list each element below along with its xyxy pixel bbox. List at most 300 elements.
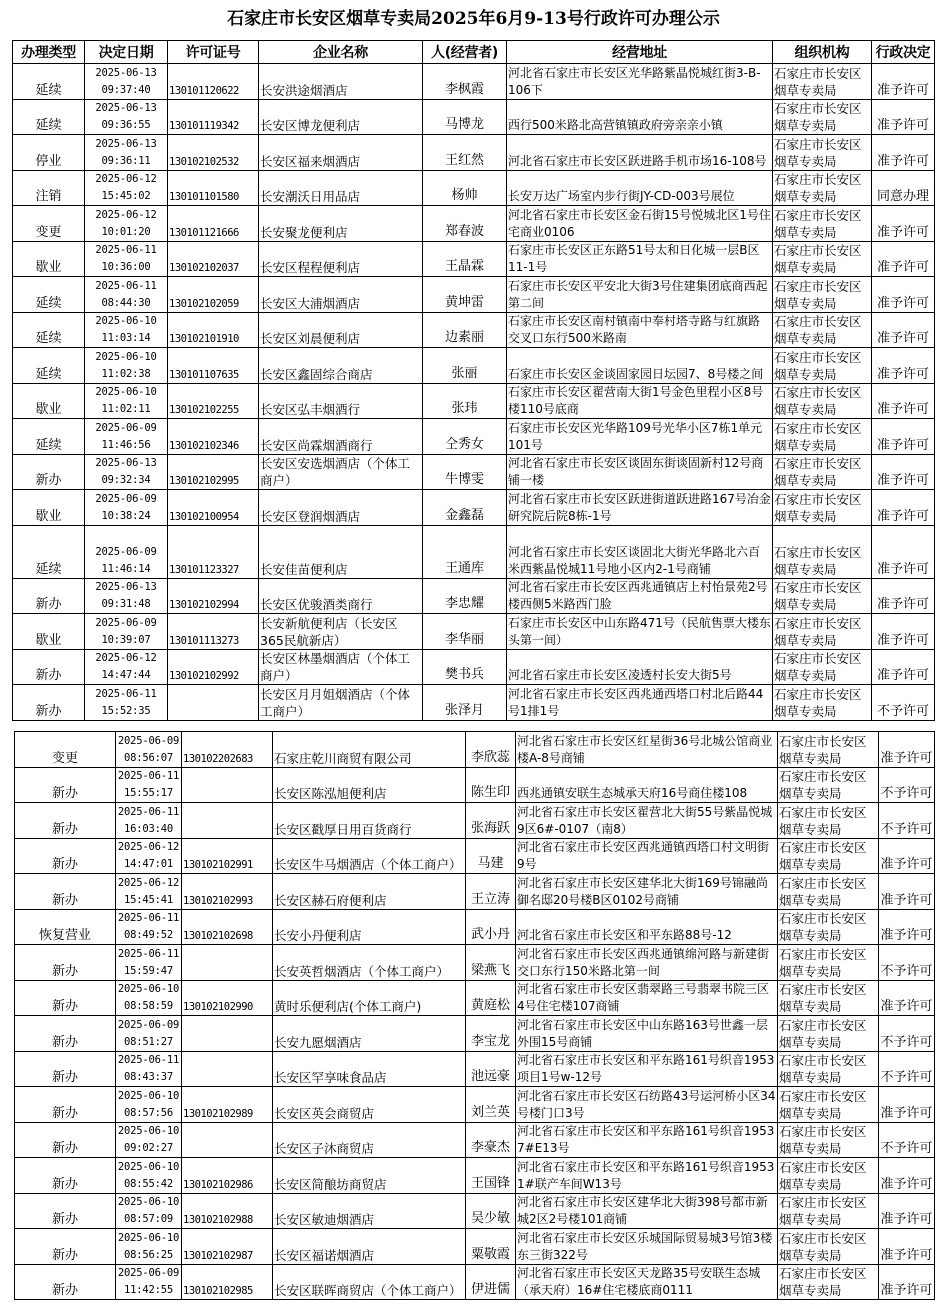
decision-datetime xyxy=(85,685,168,721)
license-number: 130102102990 xyxy=(182,980,273,1016)
enterprise-name: 长安聚龙便利店 xyxy=(259,206,423,242)
decision-date: 2025-06-11 xyxy=(117,1054,180,1066)
business-address: 石家庄市长安区正东路51号太和日化城一层B区11-1号 xyxy=(507,241,773,277)
business-address: 河北省石家庄市长安区谈固北大街光华路北六百米西紫晶悦城11号地小区内2-1号商铺 xyxy=(507,525,773,578)
decision-date: 2025-06-10 xyxy=(117,1196,180,1208)
license-number: 130102100954 xyxy=(168,490,259,526)
permit-type: 新办 xyxy=(15,1016,116,1052)
table-row xyxy=(13,170,935,206)
permit-type: 新办 xyxy=(15,767,116,803)
table-row xyxy=(15,1158,935,1194)
operator-name: 张丽 xyxy=(423,348,507,384)
decision-time: 11:46:56 xyxy=(101,438,151,451)
enterprise-name: 长安区福来烟酒店 xyxy=(259,135,423,171)
permit-type: 恢复营业 xyxy=(15,909,116,945)
administrative-decision: 不予许可 xyxy=(879,1122,935,1158)
business-address: 河北省石家庄市长安区凌透村长安大街5号 xyxy=(507,649,773,685)
decision-datetime xyxy=(85,170,168,206)
header-cell: 企业名称 xyxy=(259,41,423,64)
table-row xyxy=(15,945,935,981)
decision-time: 10:39:07 xyxy=(101,633,151,646)
license-number: 130101121666 xyxy=(168,206,259,242)
operator-name: 樊书兵 xyxy=(423,649,507,685)
decision-datetime xyxy=(85,578,168,614)
operator-name: 李欣蕊 xyxy=(466,732,516,768)
administrative-decision: 准予许可 xyxy=(879,1193,935,1229)
decision-date: 2025-06-12 xyxy=(117,841,180,853)
decision-datetime xyxy=(85,614,168,650)
decision-time: 11:46:14 xyxy=(101,562,151,575)
enterprise-name: 长安区简酿坊商贸店 xyxy=(273,1158,466,1194)
operator-name: 王晶霖 xyxy=(423,241,507,277)
enterprise-name: 长安佳苗便利店 xyxy=(259,525,423,578)
permit-type: 新办 xyxy=(15,1229,116,1265)
decision-time: 10:36:00 xyxy=(101,261,151,273)
table-row xyxy=(15,838,935,874)
table-row xyxy=(13,525,935,578)
decision-datetime xyxy=(85,348,168,384)
organization: 石家庄市长安区烟草专卖局 xyxy=(773,312,872,348)
table-row xyxy=(15,874,935,910)
decision-date: 2025-06-12 xyxy=(95,173,157,185)
decision-date: 2025-06-09 xyxy=(117,1018,180,1031)
organization: 石家庄市长安区烟草专卖局 xyxy=(773,348,872,384)
permit-type: 新办 xyxy=(13,685,85,721)
decision-time: 09:31:48 xyxy=(101,598,151,610)
decision-time: 08:56:25 xyxy=(124,1248,173,1261)
page-title: 石家庄市长安区烟草专卖局2025年6月9-13号行政许可办理公示 xyxy=(227,9,720,29)
organization: 石家庄市长安区烟草专卖局 xyxy=(773,578,872,614)
business-address: 河北省石家庄市长安区西兆通镇店上村怡景苑2号楼西侧5米路西门脸 xyxy=(507,578,773,614)
operator-name: 李华丽 xyxy=(423,614,507,650)
decision-datetime xyxy=(116,1051,182,1087)
organization: 石家庄市长安区烟草专卖局 xyxy=(773,649,872,685)
decision-datetime xyxy=(116,1229,182,1265)
decision-time: 08:51:27 xyxy=(124,1035,173,1048)
operator-name: 李宝龙 xyxy=(466,1016,516,1052)
license-number: 130101113273 xyxy=(168,614,259,650)
table-row xyxy=(13,312,935,348)
enterprise-name: 长安洪途烟酒店 xyxy=(259,64,423,100)
decision-datetime xyxy=(116,909,182,945)
decision-date: 2025-06-10 xyxy=(95,315,157,327)
enterprise-name: 长安新航便利店（长安区365民航新店） xyxy=(259,614,423,650)
table-row xyxy=(13,64,935,100)
operator-name: 吴少敏 xyxy=(466,1193,516,1229)
business-address: 河北省石家庄市长安区翟营北大街55号紫晶悦城9区6#-0107（南8） xyxy=(516,803,778,839)
decision-datetime xyxy=(85,312,168,348)
table-row xyxy=(15,1229,935,1265)
administrative-decision: 同意办理 xyxy=(872,170,935,206)
enterprise-name: 石家庄乾川商贸有限公司 xyxy=(273,732,466,768)
decision-datetime xyxy=(116,1158,182,1194)
decision-date: 2025-06-09 xyxy=(117,1267,180,1279)
administrative-decision: 准予许可 xyxy=(872,99,935,135)
decision-date: 2025-06-10 xyxy=(95,350,157,363)
decision-date: 2025-06-13 xyxy=(95,66,157,79)
business-address: 河北省石家庄市长安区翡翠路三号翡翠书院三区4号住宅楼107商铺 xyxy=(516,980,778,1016)
header-cell: 行政决定 xyxy=(872,41,935,64)
license-number: 130102202683 xyxy=(182,732,273,768)
decision-datetime xyxy=(85,490,168,526)
permit-type: 延续 xyxy=(13,99,85,135)
enterprise-name: 长安区林墨烟酒店（个体工商户） xyxy=(259,649,423,685)
organization: 石家庄市长安区烟草专卖局 xyxy=(773,525,872,578)
decision-time: 11:02:38 xyxy=(101,367,151,380)
permit-type: 新办 xyxy=(15,838,116,874)
administrative-decision: 准予许可 xyxy=(879,838,935,874)
business-address: 河北省石家庄市长安区西兆通镇西塔口村文明街9号 xyxy=(516,838,778,874)
table-row xyxy=(13,419,935,455)
administrative-decision: 不予许可 xyxy=(879,945,935,981)
administrative-decision: 不予许可 xyxy=(872,685,935,721)
operator-name: 张玮 xyxy=(423,383,507,419)
decision-time: 14:47:44 xyxy=(101,669,151,681)
operator-name: 杨帅 xyxy=(423,170,507,206)
header-cell: 决定日期 xyxy=(85,41,168,64)
permit-type: 延续 xyxy=(13,348,85,384)
decision-date: 2025-06-10 xyxy=(117,1160,180,1173)
operator-name: 牛博雯 xyxy=(423,454,507,490)
administrative-decision: 不予许可 xyxy=(879,1051,935,1087)
decision-date: 2025-06-10 xyxy=(117,1231,180,1244)
license-number: 130102102988 xyxy=(182,1193,273,1229)
decision-date: 2025-06-10 xyxy=(117,983,180,995)
decision-time: 09:36:11 xyxy=(101,154,151,167)
license-number: 130102102037 xyxy=(168,241,259,277)
operator-name: 马博龙 xyxy=(423,99,507,135)
operator-name: 武小丹 xyxy=(466,909,516,945)
decision-datetime xyxy=(85,419,168,455)
organization: 石家庄市长安区烟草专卖局 xyxy=(773,135,872,171)
license-number xyxy=(182,1016,273,1052)
organization: 石家庄市长安区烟草专卖局 xyxy=(778,1229,879,1265)
enterprise-name: 长安潮沃日用品店 xyxy=(259,170,423,206)
operator-name: 黄坤雷 xyxy=(423,277,507,313)
organization: 石家庄市长安区烟草专卖局 xyxy=(778,1087,879,1123)
business-address: 河北省石家庄市长安区西兆通镇绵河路与新建街交口东行150米路北第一间 xyxy=(516,945,778,981)
business-address: 长安万达广场室内步行街JY-CD-003号展位 xyxy=(507,170,773,206)
administrative-decision: 准予许可 xyxy=(872,64,935,100)
decision-datetime xyxy=(116,1264,182,1300)
administrative-decision: 准予许可 xyxy=(872,348,935,384)
administrative-decision: 不予许可 xyxy=(879,1016,935,1052)
enterprise-name: 长安区刘晨便利店 xyxy=(259,312,423,348)
business-address: 河北省石家庄市长安区谈固东街谈固新村12号商铺一楼 xyxy=(507,454,773,490)
table-row xyxy=(15,1016,935,1052)
permit-type: 变更 xyxy=(13,206,85,242)
license-number: 130101120622 xyxy=(168,64,259,100)
operator-name: 金鑫磊 xyxy=(423,490,507,526)
decision-time: 15:45:41 xyxy=(124,893,173,906)
decision-date: 2025-06-11 xyxy=(117,912,180,924)
enterprise-name: 长安区子沐商贸店 xyxy=(273,1122,466,1158)
enterprise-name: 黄时乐便利店(个体工商户) xyxy=(273,980,466,1016)
organization: 石家庄市长安区烟草专卖局 xyxy=(773,383,872,419)
administrative-decision: 准予许可 xyxy=(872,135,935,171)
operator-name: 粟敬霞 xyxy=(466,1229,516,1265)
business-address: 河北省石家庄市长安区金石街15号悦城北区1号住宅商业0106 xyxy=(507,206,773,242)
license-number: 130102102346 xyxy=(168,419,259,455)
organization: 石家庄市长安区烟草专卖局 xyxy=(773,685,872,721)
permit-type: 新办 xyxy=(15,1051,116,1087)
administrative-decision: 准予许可 xyxy=(879,1087,935,1123)
organization: 石家庄市长安区烟草专卖局 xyxy=(773,241,872,277)
enterprise-name: 长安区博龙便利店 xyxy=(259,99,423,135)
organization: 石家庄市长安区烟草专卖局 xyxy=(778,1016,879,1052)
table-header-row xyxy=(13,41,935,64)
business-address: 石家庄市长安区金谈固家园日坛园7、8号楼之间 xyxy=(507,348,773,384)
decision-time: 16:03:40 xyxy=(124,822,173,835)
administrative-decision: 准予许可 xyxy=(872,241,935,277)
decision-datetime xyxy=(85,649,168,685)
operator-name: 李忠耀 xyxy=(423,578,507,614)
decision-time: 08:43:37 xyxy=(124,1071,173,1083)
decision-datetime xyxy=(85,525,168,578)
enterprise-name: 长安区弘丰烟酒行 xyxy=(259,383,423,419)
license-number: 130102102986 xyxy=(182,1158,273,1194)
decision-datetime xyxy=(116,767,182,803)
business-address: 河北省石家庄市长安区红星街36号北城公馆商业楼A-8号商铺 xyxy=(516,732,778,768)
business-address: 西兆通镇安联生态城承天府16号商住楼108 xyxy=(516,767,778,803)
table-row xyxy=(13,685,935,721)
administrative-decision: 准予许可 xyxy=(872,312,935,348)
operator-name: 李豪杰 xyxy=(466,1122,516,1158)
enterprise-name: 长安区尚霖烟酒商行 xyxy=(259,419,423,455)
decision-date: 2025-06-10 xyxy=(95,386,157,398)
permit-type: 新办 xyxy=(15,945,116,981)
decision-datetime xyxy=(85,277,168,313)
table-row xyxy=(15,732,935,768)
administrative-decision: 准予许可 xyxy=(872,614,935,650)
organization: 石家庄市长安区烟草专卖局 xyxy=(778,1193,879,1229)
operator-name: 王国锋 xyxy=(466,1158,516,1194)
permit-type: 新办 xyxy=(13,454,85,490)
organization: 石家庄市长安区烟草专卖局 xyxy=(778,767,879,803)
permit-type: 新办 xyxy=(15,1193,116,1229)
decision-datetime xyxy=(85,454,168,490)
decision-datetime xyxy=(116,980,182,1016)
administrative-decision: 准予许可 xyxy=(879,909,935,945)
decision-date: 2025-06-11 xyxy=(95,687,157,700)
administrative-decision: 准予许可 xyxy=(872,525,935,578)
decision-time: 09:32:34 xyxy=(101,474,151,486)
organization: 石家庄市长安区烟草专卖局 xyxy=(778,1051,879,1087)
table-row xyxy=(13,99,935,135)
decision-date: 2025-06-11 xyxy=(117,770,180,782)
organization: 石家庄市长安区烟草专卖局 xyxy=(773,64,872,100)
license-number: 130101119342 xyxy=(168,99,259,135)
license-number: 130102102995 xyxy=(168,454,259,490)
permit-table-2 xyxy=(14,731,935,1300)
enterprise-name: 长安区敏迪烟酒店 xyxy=(273,1193,466,1229)
business-address: 石家庄市长安区光华路109号光华小区7栋1单元101号 xyxy=(507,419,773,455)
decision-date: 2025-06-12 xyxy=(117,876,180,889)
table-row xyxy=(13,649,935,685)
decision-time: 08:58:59 xyxy=(124,1000,173,1012)
header-cell: 办理类型 xyxy=(13,41,85,64)
license-number: 130102102059 xyxy=(168,277,259,313)
decision-date: 2025-06-10 xyxy=(117,1089,180,1102)
decision-time: 09:36:55 xyxy=(101,119,151,131)
operator-name: 梁燕飞 xyxy=(466,945,516,981)
decision-time: 11:02:11 xyxy=(101,403,151,415)
decision-time: 15:45:02 xyxy=(101,190,151,202)
permit-type: 歇业 xyxy=(13,490,85,526)
enterprise-name: 长安区鑫固综合商店 xyxy=(259,348,423,384)
enterprise-name: 长安区安选烟酒店（个体工商户） xyxy=(259,454,423,490)
decision-datetime xyxy=(116,1193,182,1229)
permit-type: 新办 xyxy=(13,578,85,614)
header-cell: 经营地址 xyxy=(507,41,773,64)
decision-time: 11:03:14 xyxy=(101,332,151,344)
organization: 石家庄市长安区烟草专卖局 xyxy=(778,874,879,910)
license-number xyxy=(182,803,273,839)
license-number: 130102102994 xyxy=(168,578,259,614)
operator-name: 张海跃 xyxy=(466,803,516,839)
operator-name: 李枫霞 xyxy=(423,64,507,100)
organization: 石家庄市长安区烟草专卖局 xyxy=(773,170,872,206)
license-number xyxy=(168,685,259,721)
enterprise-name: 长安区牛马烟酒店（个体工商户） xyxy=(273,838,466,874)
administrative-decision: 准予许可 xyxy=(872,578,935,614)
decision-date: 2025-06-13 xyxy=(95,137,157,150)
administrative-decision: 准予许可 xyxy=(872,490,935,526)
table-row xyxy=(13,490,935,526)
decision-datetime xyxy=(116,732,182,768)
operator-name: 黄庭松 xyxy=(466,980,516,1016)
table-row xyxy=(13,277,935,313)
decision-datetime xyxy=(116,1087,182,1123)
permit-type: 延续 xyxy=(13,419,85,455)
business-address: 河北省石家庄市长安区建华北大街169号锦融尚御名邸20号楼B区0102号商铺 xyxy=(516,874,778,910)
table-row xyxy=(13,614,935,650)
decision-datetime xyxy=(116,874,182,910)
table-row xyxy=(15,1264,935,1300)
permit-type: 延续 xyxy=(13,312,85,348)
decision-time: 08:56:07 xyxy=(124,751,173,764)
decision-datetime xyxy=(116,1122,182,1158)
enterprise-name: 长安区英会商贸店 xyxy=(273,1087,466,1123)
decision-time: 15:52:35 xyxy=(101,704,151,717)
permit-type: 延续 xyxy=(13,525,85,578)
decision-date: 2025-06-12 xyxy=(95,652,157,664)
business-address: 河北省石家庄市长安区西兆通西塔口村北后路44号1排1号 xyxy=(507,685,773,721)
permit-type: 新办 xyxy=(15,1087,116,1123)
decision-datetime xyxy=(116,1016,182,1052)
operator-name: 王红然 xyxy=(423,135,507,171)
license-number: 130101101580 xyxy=(168,170,259,206)
enterprise-name: 长安区戳厚日用百货商行 xyxy=(273,803,466,839)
permit-type: 歇业 xyxy=(13,383,85,419)
administrative-decision: 准予许可 xyxy=(879,1264,935,1300)
decision-time: 08:57:56 xyxy=(124,1106,173,1119)
license-number: 130102102987 xyxy=(182,1229,273,1265)
permit-type: 歇业 xyxy=(13,241,85,277)
decision-time: 14:47:01 xyxy=(124,858,173,870)
enterprise-name: 长安区登润烟酒店 xyxy=(259,490,423,526)
permit-type: 新办 xyxy=(15,803,116,839)
decision-time: 10:38:24 xyxy=(101,509,151,522)
decision-date: 2025-06-09 xyxy=(117,734,180,747)
operator-name: 池远豪 xyxy=(466,1051,516,1087)
decision-date: 2025-06-13 xyxy=(95,102,157,114)
administrative-decision: 准予许可 xyxy=(872,206,935,242)
decision-date: 2025-06-11 xyxy=(117,947,180,960)
permit-type: 歇业 xyxy=(13,614,85,650)
license-number: 130101107635 xyxy=(168,348,259,384)
business-address: 石家庄市长安区翟营南大街1号金色里程小区8号楼110号底商 xyxy=(507,383,773,419)
decision-date: 2025-06-09 xyxy=(95,492,157,505)
decision-datetime xyxy=(85,241,168,277)
decision-datetime xyxy=(85,383,168,419)
organization: 石家庄市长安区烟草专卖局 xyxy=(778,803,879,839)
table-row xyxy=(15,1087,935,1123)
enterprise-name: 长安区月月姐烟酒店（个体工商户） xyxy=(259,685,423,721)
decision-datetime xyxy=(116,803,182,839)
decision-datetime xyxy=(85,64,168,100)
operator-name: 陈生印 xyxy=(466,767,516,803)
table-row xyxy=(13,578,935,614)
decision-datetime xyxy=(116,838,182,874)
permit-type: 新办 xyxy=(13,649,85,685)
organization: 石家庄市长安区烟草专卖局 xyxy=(778,1158,879,1194)
organization: 石家庄市长安区烟草专卖局 xyxy=(778,945,879,981)
business-address: 石家庄市长安区中山东路471号（民航售票大楼东头第一间） xyxy=(507,614,773,650)
organization: 石家庄市长安区烟草专卖局 xyxy=(773,490,872,526)
business-address: 西行500米路北高营镇镇政府旁亲亲小镇 xyxy=(507,99,773,135)
header-cell: 组织机构 xyxy=(773,41,872,64)
table-row xyxy=(15,980,935,1016)
decision-datetime xyxy=(85,135,168,171)
administrative-decision: 准予许可 xyxy=(872,649,935,685)
decision-time: 08:55:42 xyxy=(124,1177,173,1190)
permit-type: 变更 xyxy=(15,732,116,768)
header-cell: 许可证号 xyxy=(168,41,259,64)
organization: 石家庄市长安区烟草专卖局 xyxy=(778,909,879,945)
business-address: 河北省石家庄市长安区天龙路35号安联生态城（承天府）16#住宅楼底商0111 xyxy=(516,1264,778,1300)
enterprise-name: 长安区福诺烟酒店 xyxy=(273,1229,466,1265)
decision-time: 09:37:40 xyxy=(101,83,151,96)
permit-type: 停业 xyxy=(13,135,85,171)
operator-name: 仝秀女 xyxy=(423,419,507,455)
administrative-decision: 不予许可 xyxy=(879,767,935,803)
permit-type: 新办 xyxy=(15,1122,116,1158)
license-number: 130102102255 xyxy=(168,383,259,419)
decision-date: 2025-06-11 xyxy=(117,805,180,818)
enterprise-name: 长安区联晖商贸店（个体工商户） xyxy=(273,1264,466,1300)
decision-time: 15:55:17 xyxy=(124,787,173,799)
business-address: 河北省石家庄市长安区跃进街道跃进路167号冶金研究院后院8栋-1号 xyxy=(507,490,773,526)
license-number: 130101123327 xyxy=(168,525,259,578)
enterprise-name: 长安九愿烟酒店 xyxy=(273,1016,466,1052)
business-address: 石家庄市长安区平安北大街3号住建集团底商西起第二间 xyxy=(507,277,773,313)
operator-name: 刘兰英 xyxy=(466,1087,516,1123)
administrative-decision: 准予许可 xyxy=(879,1158,935,1194)
decision-date: 2025-06-10 xyxy=(117,1125,180,1137)
business-address: 河北省石家庄市长安区光华路紫晶悦城红街3-B-106下 xyxy=(507,64,773,100)
permit-type: 新办 xyxy=(15,980,116,1016)
enterprise-name: 长安区优骏酒类商行 xyxy=(259,578,423,614)
license-number: 130102102993 xyxy=(182,874,273,910)
license-number xyxy=(182,1122,273,1158)
table-row xyxy=(15,767,935,803)
operator-name: 马建 xyxy=(466,838,516,874)
license-number: 130102102985 xyxy=(182,1264,273,1300)
operator-name: 伊进儒 xyxy=(466,1264,516,1300)
administrative-decision: 准予许可 xyxy=(872,383,935,419)
organization: 石家庄市长安区烟草专卖局 xyxy=(773,277,872,313)
